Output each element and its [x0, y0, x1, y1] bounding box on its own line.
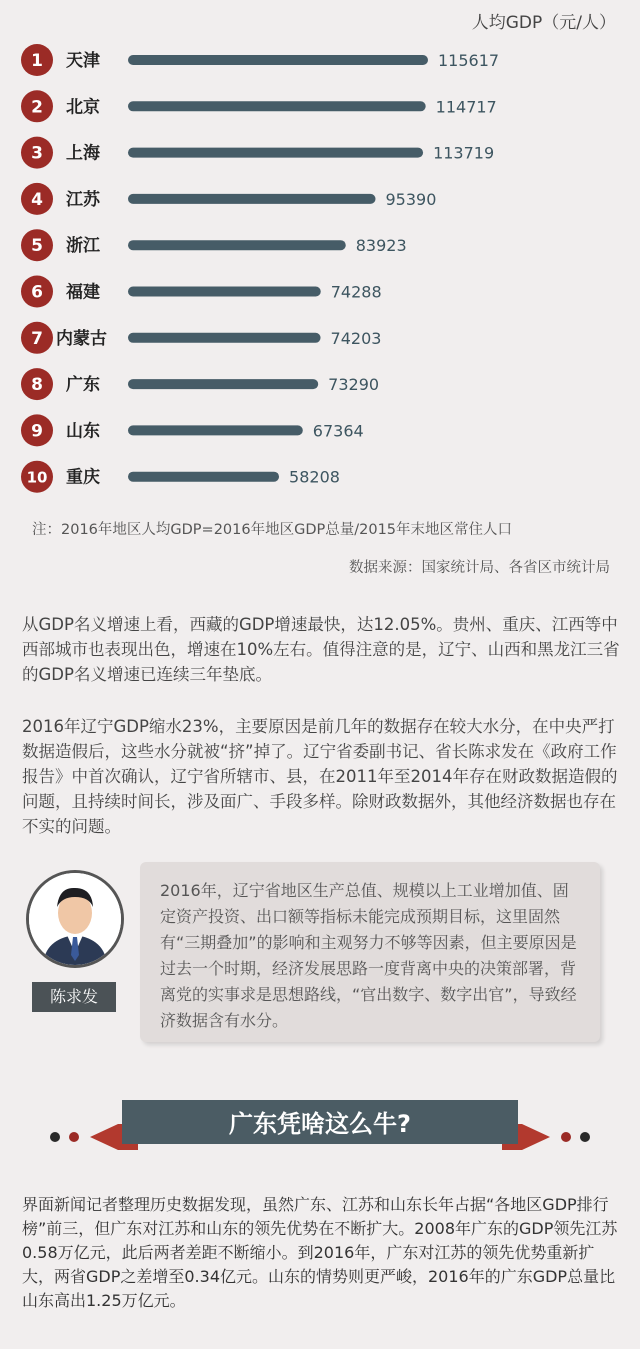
rank-number: 2 [31, 97, 43, 118]
value-label: 67364 [312, 421, 364, 441]
category-label: 福建 [66, 282, 100, 303]
quote-box [140, 862, 600, 1042]
bar [128, 148, 423, 158]
section-banner [0, 1090, 640, 1150]
gdp-per-capita-bar-chart [0, 40, 640, 500]
rank-number: 9 [31, 421, 43, 442]
value-label: 73290 [328, 375, 380, 395]
bar [128, 472, 279, 482]
category-label: 天津 [66, 51, 100, 71]
bar [128, 287, 321, 297]
rank-number: 8 [31, 375, 43, 396]
chart-unit-label: 人均GDP（元/人） [471, 13, 616, 33]
value-label: 74203 [330, 328, 382, 348]
category-label: 浙江 [66, 236, 100, 257]
value-label: 114717 [435, 97, 497, 117]
category-label: 山东 [66, 421, 100, 442]
rank-number: 5 [31, 236, 43, 257]
value-label: 83923 [355, 236, 407, 256]
dot-icon [561, 1132, 571, 1142]
speaker-name: 陈求发 [32, 982, 116, 1012]
dot-icon [69, 1132, 79, 1142]
bar [128, 379, 318, 389]
person-portrait-icon [29, 873, 121, 965]
chart-footnote: 注：2016年地区人均GDP=2016年地区GDP总量/2015年末地区常住人口 [32, 522, 513, 538]
value-label: 113719 [433, 143, 495, 163]
rank-number: 6 [31, 282, 43, 303]
quote-text: 2016年，辽宁省地区生产总值、规模以上工业增加值、固定资产投资、出口额等指标未能完成预期目标，这里固然有“三期叠加”的影响和主观努力不够等因素，但主要原因是过去一个时期，经济发展思路一度背离中央的决策部署，背离党的实事求是思想路线，“官出数字、数字出官”，导致经济数据含有水分。 [160, 881, 577, 1030]
category-label: 北京 [66, 97, 100, 118]
category-label: 上海 [66, 143, 100, 164]
bar [128, 194, 376, 204]
category-label: 江苏 [66, 189, 100, 210]
value-label: 95390 [385, 189, 437, 209]
bar [128, 240, 346, 250]
bar [128, 425, 303, 435]
dot-icon [580, 1132, 590, 1142]
category-label: 重庆 [66, 467, 100, 488]
value-label: 74288 [330, 282, 382, 302]
paragraph-guangdong: 界面新闻记者整理历史数据发现，虽然广东、江苏和山东长年占据“各地区GDP排行榜”前三，但广东对江苏和山东的领先优势在不断扩大。2008年广东的GDP领先江苏0.58万亿元，此后两者差距不断缩小。到2016年，广东对江苏的领先优势重新扩大，两省GDP之差增至0.34亿元。山东的情势则更严峻，2016年的广东GDP总量比山东高出1.25万亿元。 [22, 1195, 618, 1310]
paragraph-liaoning: 2016年辽宁GDP缩水23%，主要原因是前几年的数据存在较大水分，在中央严打数据造假后，这些水分就被“挤”掉了。辽宁省委副书记、省长陈求发在《政府工作报告》中首次确认，辽宁省所辖市、县，在2011年至2014年存在财政数据造假的问题，且持续时间长，涉及面广、手段多样。除财政数据外，其他经济数据也存在不实的问题。 [22, 717, 618, 836]
bar [128, 101, 426, 111]
value-label: 58208 [289, 467, 340, 487]
category-label: 内蒙古 [56, 328, 107, 349]
rank-number: 10 [26, 468, 48, 487]
rank-number: 4 [31, 189, 43, 210]
paragraph-growth: 从GDP名义增速上看，西藏的GDP增速最快，达12.05%。贵州、重庆、江西等中西部城市也表现出色，增速在10%左右。值得注意的是，辽宁、山西和黑龙江三省的GDP名义增速已连续三年垫底。 [22, 615, 620, 684]
dot-icon [50, 1132, 60, 1142]
data-source: 数据来源：国家统计局、各省区市统计局 [349, 560, 610, 576]
bar [128, 333, 321, 343]
rank-number: 7 [31, 328, 43, 349]
rank-number: 3 [31, 143, 43, 164]
category-label: 广东 [66, 375, 100, 396]
section-title: 广东凭啥这么牛? [229, 1110, 411, 1138]
speaker-avatar [26, 870, 124, 968]
bar [128, 55, 428, 65]
value-label: 115617 [438, 51, 500, 70]
rank-number: 1 [31, 51, 43, 71]
